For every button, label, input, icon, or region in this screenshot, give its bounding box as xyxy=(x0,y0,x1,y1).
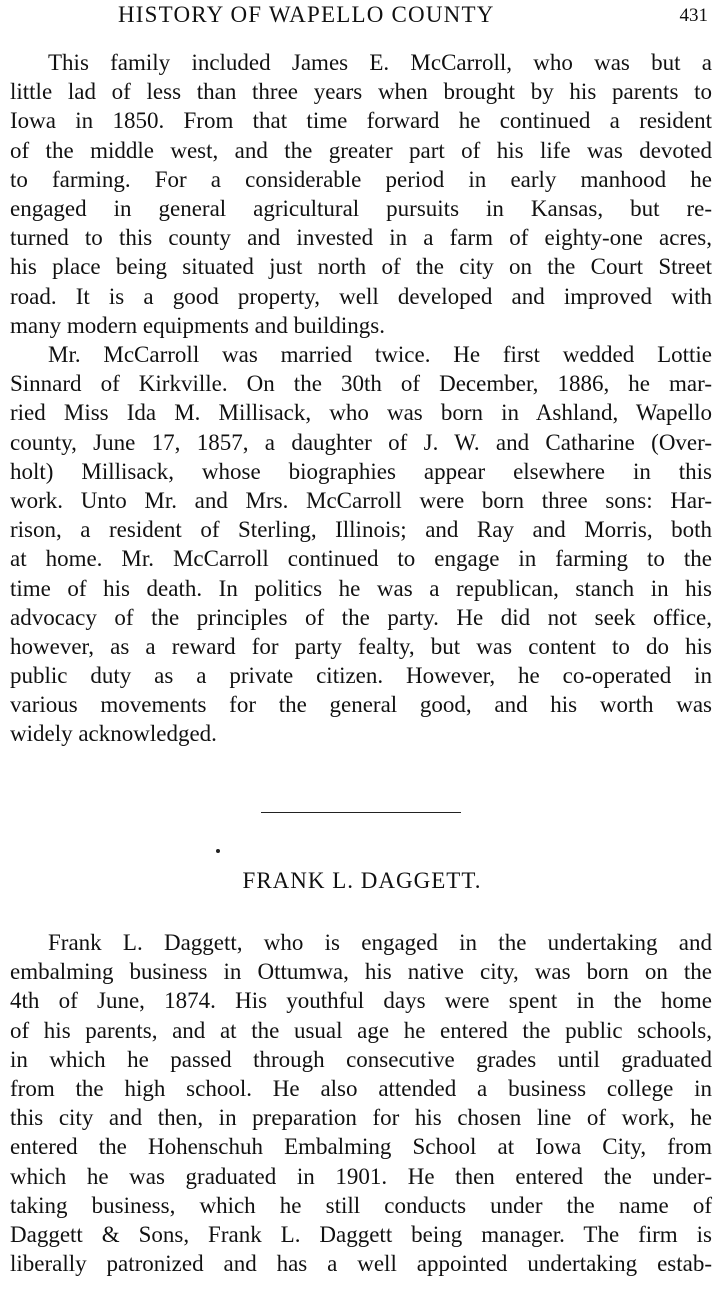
text-line: ried Miss Ida M. Millisack, who was born in Ashland, Wapello xyxy=(10,400,712,426)
text-line: Daggett & Sons, Frank L. Daggett being manager. The firm is xyxy=(10,1221,712,1247)
text-line: county, June 17, 1857, a daughter of J. W. and Catharine (Over- xyxy=(10,429,712,455)
text-line: rison, a resident of Sterling, Illinois; and Ray and Morris, both xyxy=(10,517,712,543)
text-line: liberally patronized and has a well appointed undertaking estab- xyxy=(10,1251,712,1277)
text-line: various movements for the general good, and his worth was xyxy=(10,692,712,718)
text-line: entered the Hohenschuh Embalming School at Iowa City, from xyxy=(10,1134,712,1160)
text-line: Iowa in 1850. From that time forward he continued a resident xyxy=(10,108,712,134)
running-head xyxy=(0,2,724,32)
text-line: which he was graduated in 1901. He then entered the under- xyxy=(10,1163,712,1189)
text-line: to farming. For a considerable period in early manhood he xyxy=(10,166,712,192)
ink-speck xyxy=(216,849,220,853)
paragraph-mccarroll-family xyxy=(10,48,712,340)
text-line: public duty as a private citizen. However, he co-operated in xyxy=(10,663,712,689)
text-line: of the middle west, and the greater part of his life was devoted xyxy=(10,137,712,163)
text-line: from the high school. He also attended a business college in xyxy=(10,1075,712,1101)
text-line: little lad of less than three years when brought by his parents to xyxy=(10,79,712,105)
text-line: however, as a reward for party fealty, but was content to do his xyxy=(10,633,712,659)
text-line: turned to this county and invested in a farm of eighty-one acres, xyxy=(10,225,712,251)
text-line: Frank L. Daggett, who is engaged in the undertaking and xyxy=(48,930,712,955)
page-number: 431 xyxy=(679,5,708,26)
paragraph-daggett-biography xyxy=(10,928,712,1278)
text-line: his place being situated just north of the city on the Court Street xyxy=(10,254,712,280)
text-line: many modern equipments and buildings. xyxy=(10,312,385,338)
text-line: This family included James E. McCarroll, who was but a xyxy=(48,50,712,75)
text-line: at home. Mr. McCarroll continued to engage in farming to the xyxy=(10,546,712,572)
text-line: embalming business in Ottumwa, his native city, was born on the xyxy=(10,959,712,985)
section-divider-rule xyxy=(261,812,461,813)
running-title: HISTORY OF WAPELLO COUNTY xyxy=(118,2,495,27)
text-line: of his parents, and at the usual age he entered the public schools, xyxy=(10,1017,712,1043)
text-line: taking business, which he still conducts under the name of xyxy=(10,1192,712,1218)
text-line: in which he passed through consecutive grades until graduated xyxy=(10,1046,712,1072)
text-line: work. Unto Mr. and Mrs. McCarroll were born three sons: Har- xyxy=(10,487,712,513)
paragraph-mccarroll-marriage xyxy=(10,340,712,749)
text-line: Mr. McCarroll was married twice. He first wedded Lottie xyxy=(48,342,712,367)
text-line: Sinnard of Kirkville. On the 30th of December, 1886, he mar- xyxy=(10,371,712,397)
text-line: time of his death. In politics he was a republican, stanch in his xyxy=(10,575,712,601)
text-line: road. It is a good property, well developed and improved with xyxy=(10,283,712,309)
text-line: this city and then, in preparation for his chosen line of work, he xyxy=(10,1105,712,1131)
section-heading: FRANK L. DAGGETT. xyxy=(242,868,482,893)
text-line: widely acknowledged. xyxy=(10,721,217,747)
text-line: 4th of June, 1874. His youthful days were spent in the home xyxy=(10,988,712,1014)
text-line: holt) Millisack, whose biographies appear elsewhere in this xyxy=(10,458,712,484)
text-line: advocacy of the principles of the party. He did not seek office, xyxy=(10,604,712,630)
text-line: engaged in general agricultural pursuits in Kansas, but re- xyxy=(10,195,712,221)
